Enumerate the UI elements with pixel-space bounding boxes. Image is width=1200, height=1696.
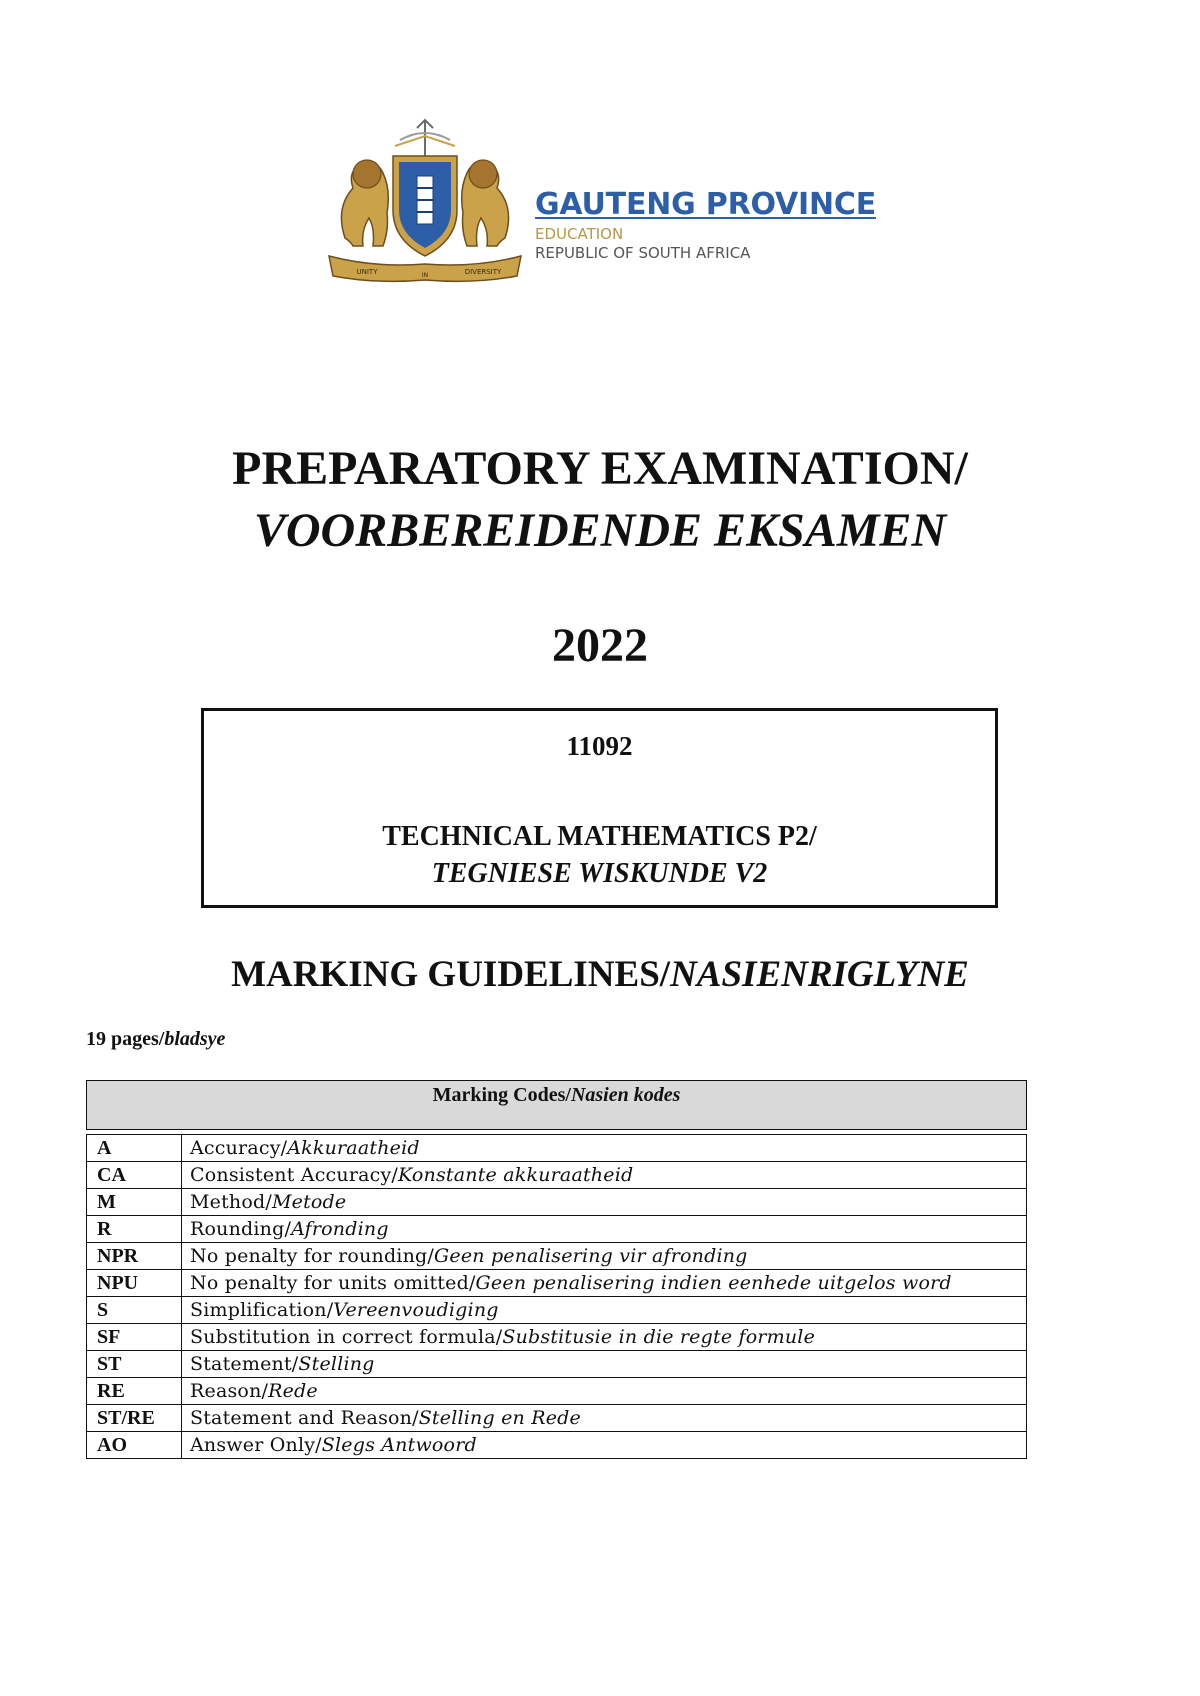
description-cell [182,1378,1027,1405]
code-cell: RE [87,1378,182,1405]
marking-codes-heading [87,1081,1027,1130]
marking-codes-body [87,1130,1027,1459]
page-count-en: 19 pages/ [86,1028,165,1050]
motto-word-1: UNITY [356,268,378,276]
description-cell [182,1216,1027,1243]
code-cell: M [87,1189,182,1216]
subject-title-en: TECHNICAL MATHEMATICS P2/ [382,821,817,852]
description-en: No penalty for rounding/ [190,1245,434,1267]
subject-title-af: TEGNIESE WISKUNDE V2 [431,858,768,889]
description-en: No penalty for units omitted/ [190,1272,476,1294]
description-af: Geen penalisering vir afronding [434,1245,748,1267]
table-row [87,1351,1027,1378]
description-cell [182,1405,1027,1432]
description-cell [182,1243,1027,1270]
description-en: Reason/ [190,1380,269,1402]
description-af: Stelling [298,1353,375,1375]
description-af: Konstante akkuraatheid [398,1164,634,1186]
exam-title-en: PREPARATORY EXAMINATION/ [232,442,968,495]
table-row [87,1135,1027,1162]
motto-word-3: DIVERSITY [464,268,502,276]
description-cell [182,1270,1027,1297]
logo-province: GAUTENG PROVINCE [535,187,876,222]
description-en: Accuracy/ [190,1137,288,1159]
description-cell [182,1297,1027,1324]
description-cell [182,1189,1027,1216]
code-cell: SF [87,1324,182,1351]
logo-country: REPUBLIC OF SOUTH AFRICA [535,244,751,262]
table-row [87,1405,1027,1432]
description-en: Statement and Reason/ [190,1407,419,1429]
paper-code: 11092 [566,731,633,761]
table-row [87,1216,1027,1243]
code-cell: ST [87,1351,182,1378]
page-count [86,1026,225,1052]
code-cell: AO [87,1432,182,1459]
code-cell: NPU [87,1270,182,1297]
description-cell [182,1324,1027,1351]
table-row [87,1243,1027,1270]
code-cell: S [87,1297,182,1324]
page-count-af: bladsye [164,1028,226,1050]
marking-guidelines-heading [0,952,1200,998]
table-row [87,1162,1027,1189]
table-row [87,1270,1027,1297]
description-af: Afronding [291,1218,389,1240]
code-cell: A [87,1135,182,1162]
logo-department: EDUCATION [535,225,624,243]
table-row [87,1324,1027,1351]
description-af: Vereenvoudiging [333,1299,499,1321]
description-en: Statement/ [190,1353,299,1375]
description-en: Answer Only/ [190,1434,322,1456]
marking-codes-table [86,1080,1027,1459]
code-cell: R [87,1216,182,1243]
heading-af: Nasien kodes [570,1084,681,1106]
description-en: Substitution in correct formula/ [190,1326,503,1348]
description-cell [182,1135,1027,1162]
description-en: Rounding/ [190,1218,292,1240]
description-af: Metode [271,1191,347,1213]
table-row [87,1378,1027,1405]
subject-box [201,708,998,908]
exam-year: 2022 [552,619,648,672]
description-af: Geen penalisering indien eenhede uitgelos word [475,1272,952,1294]
table-header-row [87,1081,1027,1130]
gauteng-education-logo [325,118,905,288]
description-af: Akkuraatheid [287,1137,420,1159]
description-af: Stelling en Rede [418,1407,581,1429]
heading-en: Marking Codes/ [432,1084,571,1106]
table-row [87,1432,1027,1459]
guidelines-en: MARKING GUIDELINES/ [231,954,671,995]
logo-wordmark [535,188,876,262]
table-row [87,1297,1027,1324]
code-cell: CA [87,1162,182,1189]
description-af: Substitusie in die regte formule [502,1326,816,1348]
motto-word-2: IN [421,272,429,279]
description-cell [182,1351,1027,1378]
exam-title [0,438,1200,562]
code-cell: NPR [87,1243,182,1270]
description-cell [182,1162,1027,1189]
description-cell [182,1432,1027,1459]
description-en: Consistent Accuracy/ [190,1164,399,1186]
description-en: Simplification/ [190,1299,334,1321]
table-row [87,1189,1027,1216]
description-af: Rede [268,1380,318,1402]
description-en: Method/ [190,1191,272,1213]
guidelines-af: NASIENRIGLYNE [670,954,969,995]
exam-title-af: VOORBEREIDENDE EKSAMEN [253,504,947,557]
code-cell: ST/RE [87,1405,182,1432]
description-af: Slegs Antwoord [321,1434,477,1456]
coat-of-arms-icon [325,118,525,283]
